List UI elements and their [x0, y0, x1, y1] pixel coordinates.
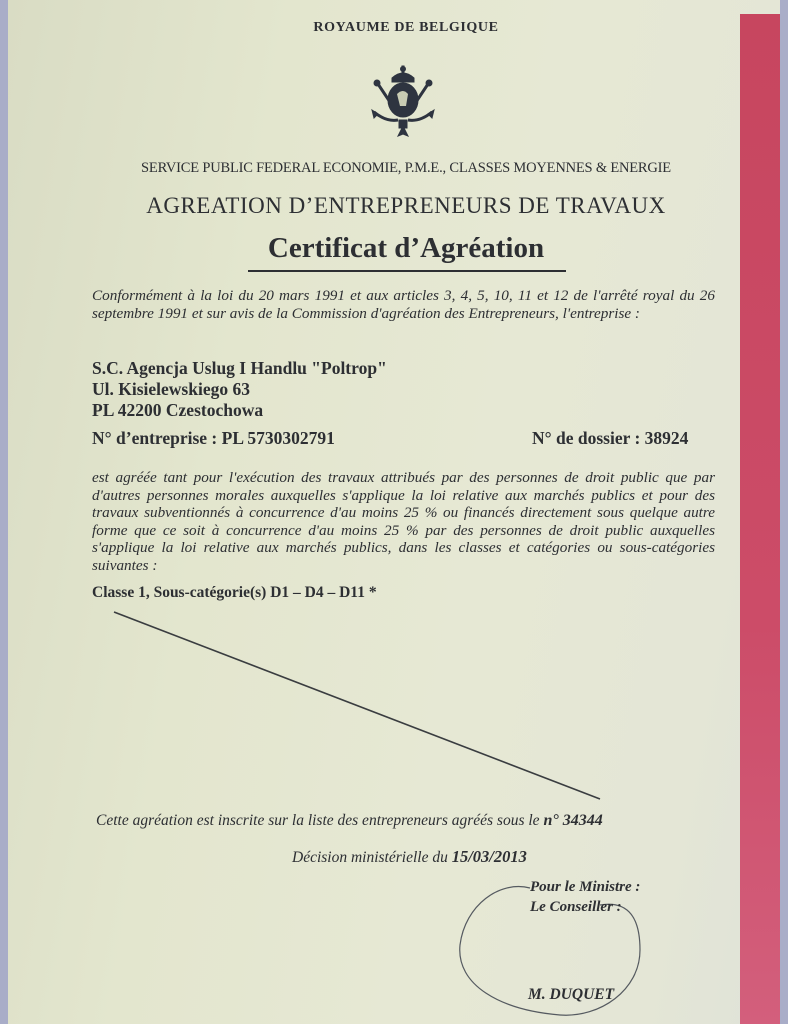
- registration-number: n° 34344: [543, 812, 603, 829]
- registration-line: [96, 812, 603, 830]
- company-city: PL 42200 Czestochowa: [92, 400, 264, 420]
- title-underline: [248, 270, 566, 272]
- certificate-title: Certificat d’Agréation: [267, 232, 545, 264]
- company-name: S.C. Agencja Uslug I Handlu "Poltrop": [92, 358, 387, 378]
- decision-line: [292, 847, 527, 867]
- approval-paragraph: est agréée tant pour l'exécution des travaux attribués par des personnes de droit public que par d'autres personnes morales auxquelles s'applique la loi relative aux marchés publics et pour des travaux subventionnés à concurrence d'au moins 25 % ou financés directement sous quelque autre forme que ce soit à concurrence d'au moins 25 % par des personnes de droit public auxquelles s'applique la loi relative aux marchés publics, dans les classes et catégories ou sous-catégories suivantes :: [92, 469, 715, 574]
- dossier-number: N° de dossier : 38924: [532, 428, 689, 448]
- signatory-name: M. DUQUET: [528, 986, 615, 1003]
- department-heading: AGREATION D’ENTREPRENEURS DE TRAVAUX: [146, 193, 666, 218]
- classification: Classe 1, Sous-catégorie(s) D1 – D4 – D11 *: [92, 584, 377, 601]
- intro-paragraph: Conformément à la loi du 20 mars 1991 et aux articles 3, 4, 5, 10, 11 et 12 de l'arrêté royal du 26 septembre 1991 et sur avis de la Commission d'agréation des Entrepreneurs, l'entreprise :: [92, 287, 715, 322]
- decision-date: 15/03/2013: [451, 847, 527, 866]
- service-heading: SERVICE PUBLIC FEDERAL ECONOMIE, P.M.E., CLASSES MOYENNES & ENERGIE: [141, 160, 671, 176]
- decision-text: Décision ministérielle du: [292, 849, 452, 866]
- belgian-coat-of-arms-icon: [368, 64, 438, 142]
- kingdom-heading: ROYAUME DE BELGIQUE: [313, 20, 499, 35]
- company-street: Ul. Kisielewskiego 63: [92, 379, 250, 399]
- enterprise-number: N° d’entreprise : PL 5730302791: [92, 428, 335, 448]
- signature-line-minister: Pour le Ministre :: [530, 879, 641, 895]
- registration-text: Cette agréation est inscrite sur la liste des entrepreneurs agréés sous le: [96, 812, 544, 829]
- signature-line-counselor: Le Conseiller :: [530, 899, 622, 915]
